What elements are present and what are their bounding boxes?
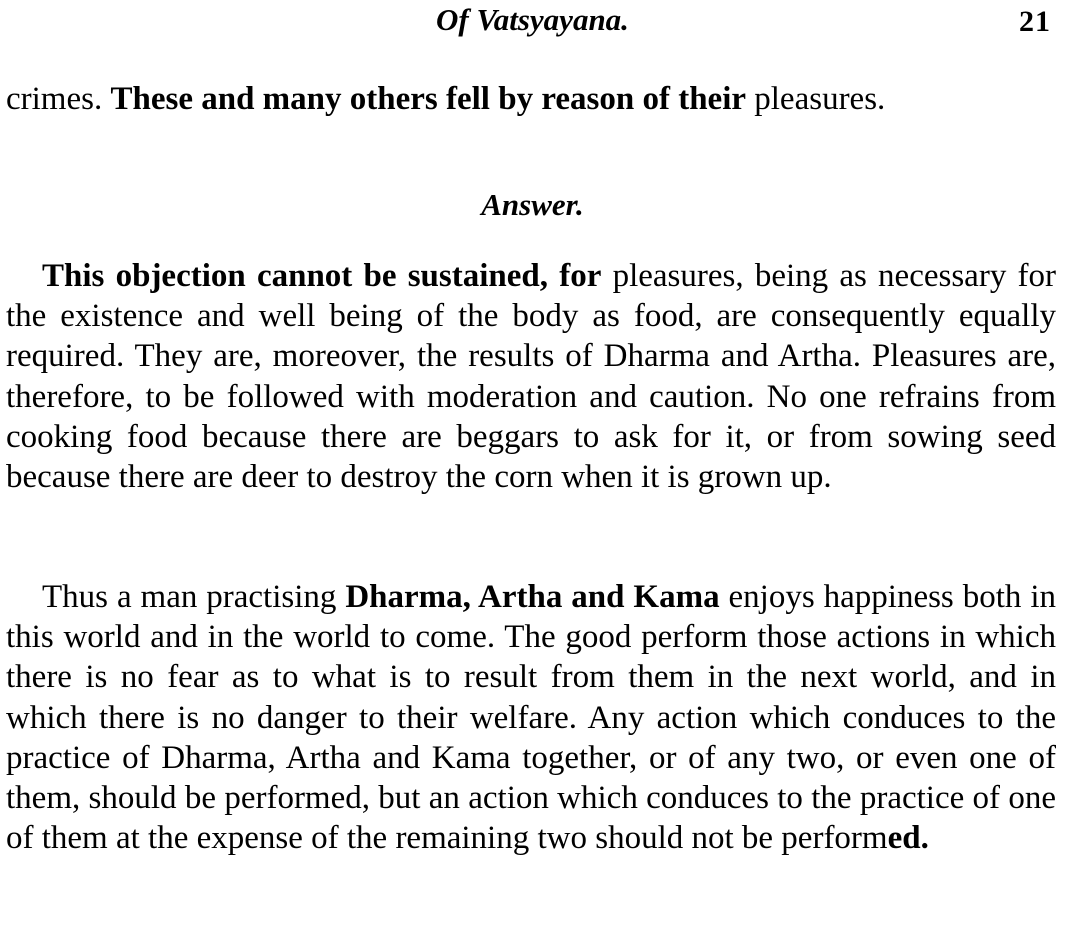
running-title: Of Vatsyayana. [436,2,629,37]
paragraph-thus-bold-b: ed. [887,820,929,857]
paragraph-objection [6,256,1056,497]
paragraph-objection-bold-a: This objection cannot be sustained, [42,258,549,294]
answer-heading: Answer. [481,187,584,222]
paragraph-objection-plain-b: pleasures, being as necessary for the existence and well being of the body as food, are consequently equally required. They are, moreover, the results of Dharma and Artha. Pleasures are, therefore, to be followed with moderation and caution. No one refrains from cooking food because there are beggars to ask for it, or from sowing seed because there are deer to destroy the corn when it is grown up. [6,258,1057,496]
paragraph-thus [6,577,1056,858]
paragraph-thus-plain-a: Thus a man practising [42,579,346,615]
paragraph-objection-plain-a [548,258,559,294]
running-header [0,0,1065,44]
paragraph-crimes-tail: pleasures. [754,81,886,117]
paragraph-thus-bold-a: Dharma, Artha and Kama [345,579,720,615]
paragraph-thus-plain-b: enjoys happiness both in this world and in the world to come. The good perform those actions in which there is no fear as to what is to result from them in the next world, and in which there is no danger to their welfare. Any action which conduces to the practice of Dharma, Artha and Kama together, or of any two, or even one of them, should be performed, but an action which conduces to the practice of one of them at the expense of the remaining two should not be perform [6,579,1056,857]
paragraph-crimes [6,79,1056,119]
paragraph-crimes-lead: crimes. [6,81,103,117]
paragraph-crimes-bold: These and many others fell by reason of their [110,81,747,117]
page-number: 21 [1019,5,1051,38]
paragraph-objection-bold-b: for [559,258,602,294]
